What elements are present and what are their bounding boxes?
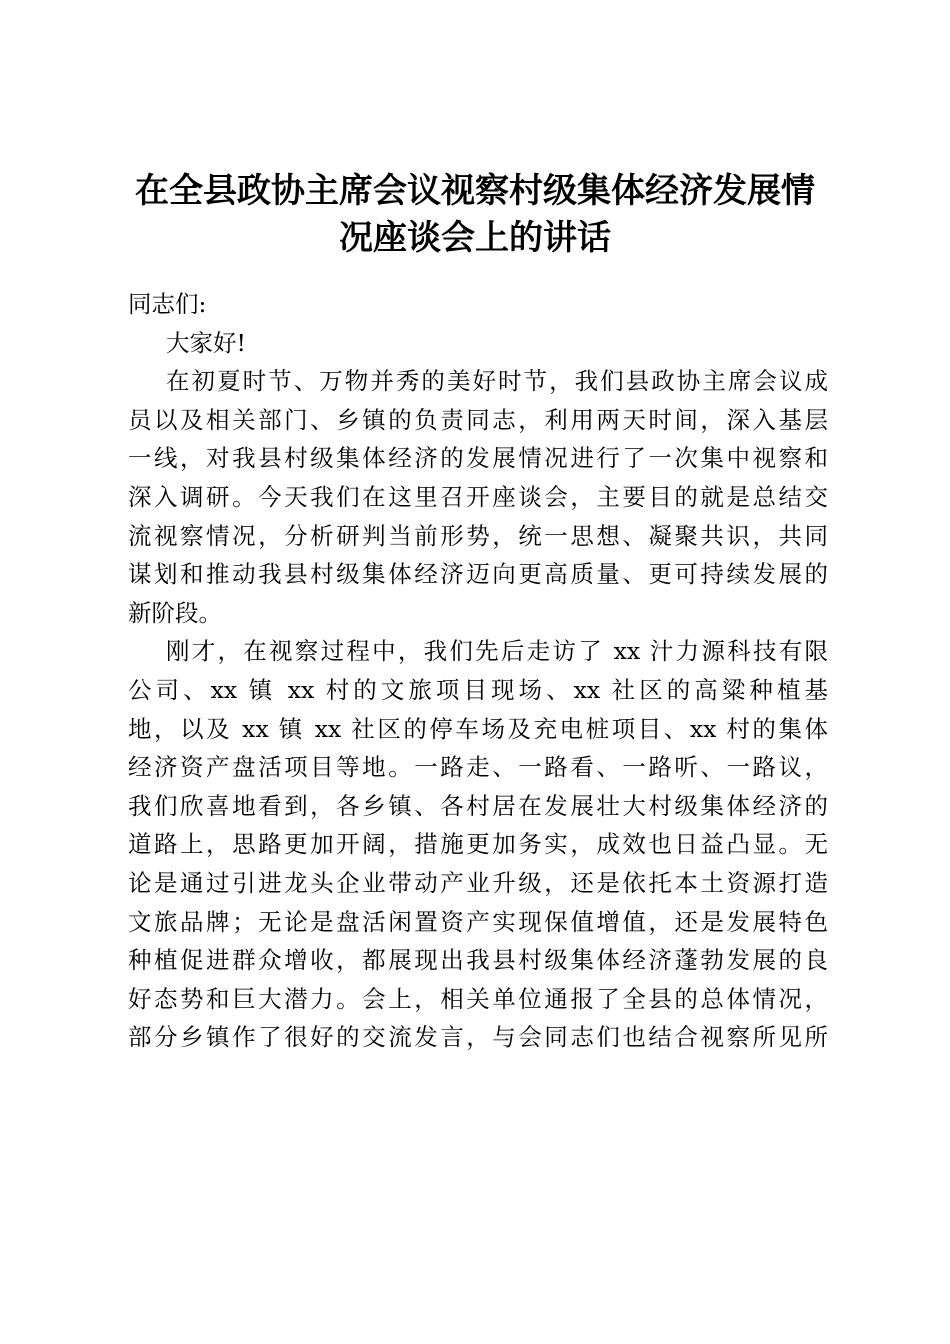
paragraph-2-line: 好态势和巨大潜力。会上，相关单位通报了全县的总体情况，: [128, 984, 828, 1013]
paragraph-2-line: 文旅品牌；无论是盘活闲置资产实现保值增值，还是发展特色: [128, 907, 828, 936]
paragraph-2-line: 公司、xx 镇 xx 村的文旅项目现场、xx 社区的高粱种植基: [128, 675, 828, 704]
paragraph-2-line: 经济资产盘活项目等地。一路走、一路看、一路听、一路议，: [128, 753, 828, 782]
paragraph-2-line: 论是通过引进龙头企业带动产业升级，还是依托本土资源打造: [128, 868, 828, 897]
paragraph-1-line: 深入调研。今天我们在这里召开座谈会，主要目的就是总结交: [128, 482, 828, 511]
paragraph-1-line: 员以及相关部门、乡镇的负责同志，利用两天时间，深入基层: [128, 405, 828, 434]
paragraph-1-line: 一线，对我县村级集体经济的发展情况进行了一次集中视察和: [128, 444, 828, 473]
paragraph-2-line: 道路上，思路更加开阔，措施更加务实，成效也日益凸显。无: [128, 830, 828, 859]
title-line-1: 在全县政协主席会议视察村级集体经济发展情: [135, 171, 815, 211]
paragraph-2-line: 我们欣喜地看到，各乡镇、各村居在发展壮大村级集体经济的: [128, 791, 828, 820]
title-line-2: 况座谈会上的讲话: [339, 218, 611, 258]
document-title: [118, 168, 832, 262]
greeting: 大家好!: [166, 328, 246, 357]
document-body: [128, 285, 828, 1057]
paragraph-2-line: 地，以及 xx 镇 xx 社区的停车场及充电桩项目、xx 村的集体: [128, 714, 828, 743]
paragraph-1: [128, 362, 828, 632]
paragraph-1-line: 流视察情况，分析研判当前形势，统一思想、凝聚共识，共同: [128, 521, 828, 550]
paragraph-2-line: 刚才，在视察过程中，我们先后走访了 xx 汁力源科技有限: [166, 637, 828, 666]
paragraph-2: [128, 632, 828, 1057]
paragraph-2-line: 种植促进群众增收，都展现出我县村级集体经济蓬勃发展的良: [128, 946, 828, 975]
salutation: 同志们:: [128, 290, 207, 318]
paragraph-1-line: 新阶段。: [128, 598, 222, 627]
paragraph-1-line: 在初夏时节、万物并秀的美好时节，我们县政协主席会议成: [166, 367, 828, 396]
paragraph-2-line: 部分乡镇作了很好的交流发言，与会同志们也结合视察所见所: [128, 1023, 828, 1052]
paragraph-1-line: 谋划和推动我县村级集体经济迈向更高质量、更可持续发展的: [128, 560, 828, 589]
